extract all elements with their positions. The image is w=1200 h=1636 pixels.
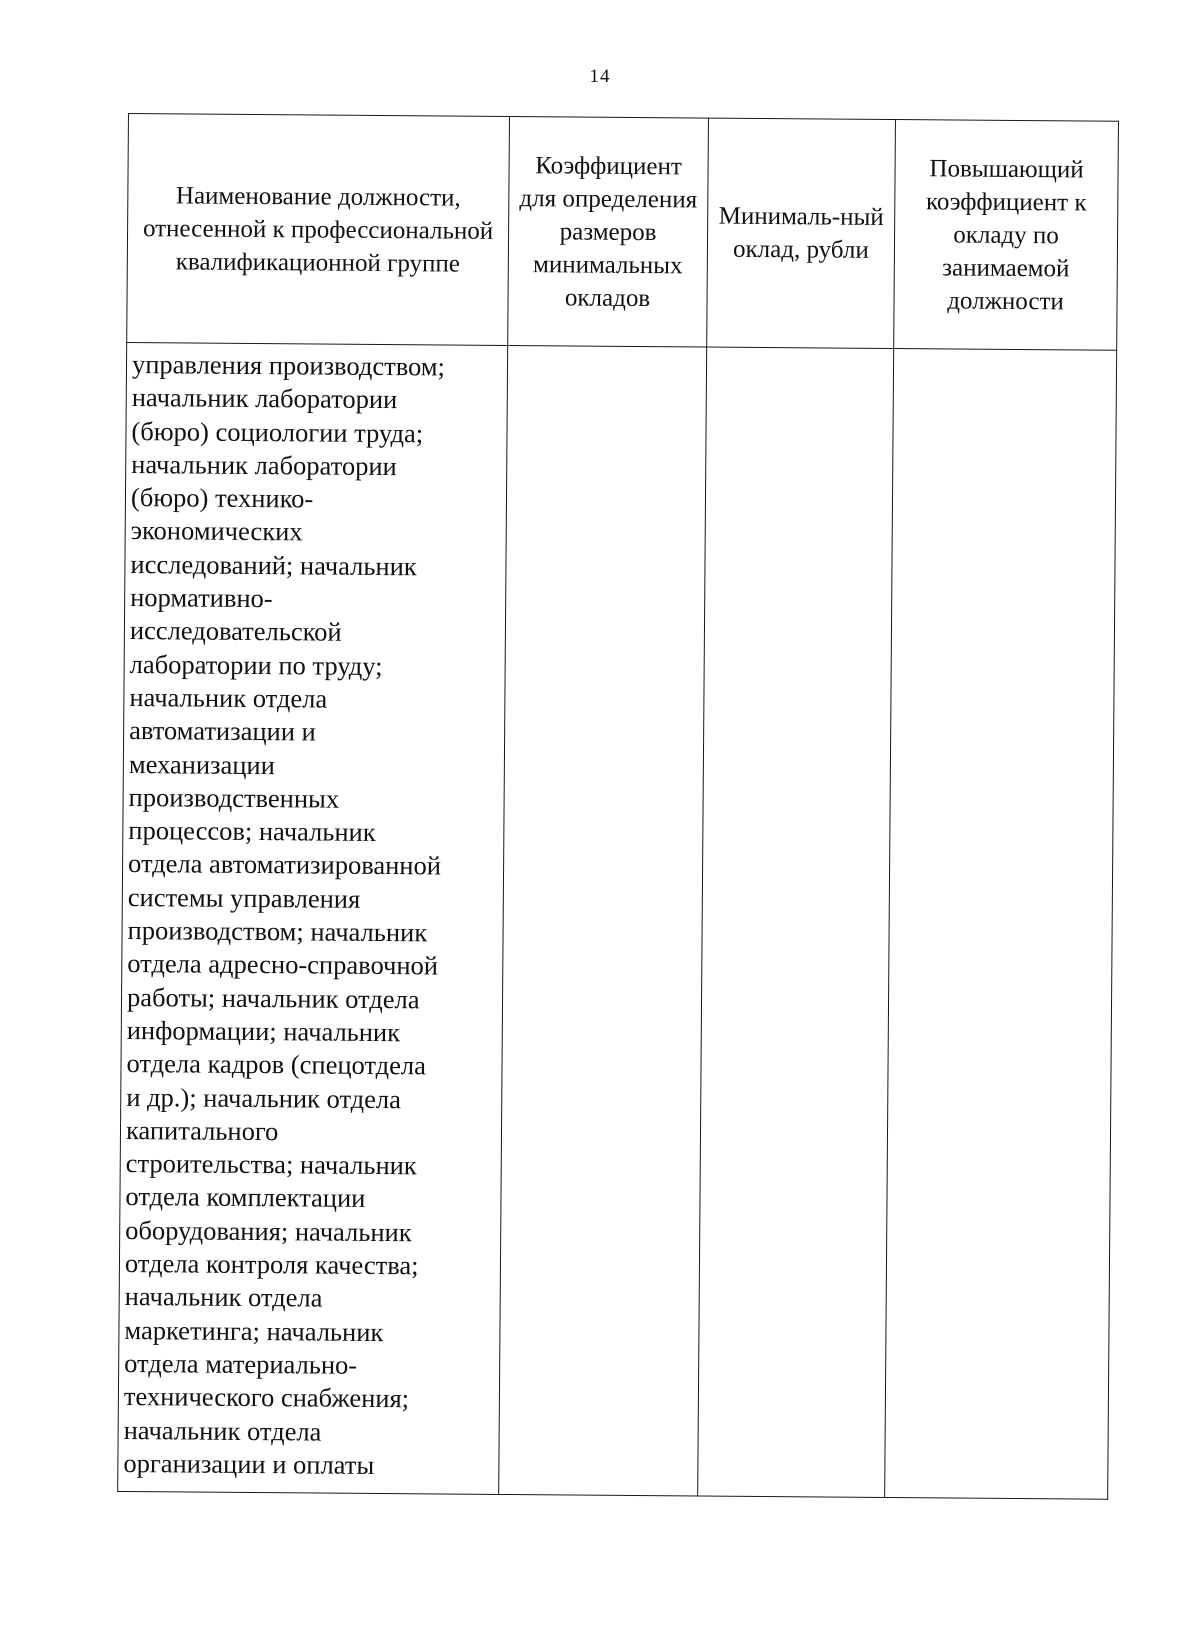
table-row bbox=[118, 342, 1117, 1499]
position-name-text: управления производством; начальник лаборатории (бюро) социологии труда; начальник лаборатории (бюро) технико- экономических исследований; начальник нормативно- исследовательской лаборатории по труду; начальник отдела автоматизации и механизации производственных процессов; начальник отдела автоматизированной системы управления производством; начальник отдела адресно-справочной работы; начальник отдела информации; начальник отдела кадров (спецотдела и др.); начальник отдела капитального строительства; начальник отдела комплектации оборудования; начальник отдела контроля качества; начальник отдела маркетинга; начальник отдела материально- технического снабжения; начальник отдела организации и оплаты bbox=[123, 349, 446, 1480]
header-coefficient: Коэффициент для определения размеров минимальных окладов bbox=[508, 116, 709, 347]
header-increase-coefficient: Повышающий коэффициент к окладу по занимаемой должности bbox=[894, 120, 1119, 351]
cell-coefficient bbox=[499, 345, 707, 1496]
cell-min-salary bbox=[698, 347, 894, 1497]
cell-increase-coefficient bbox=[885, 349, 1117, 1500]
salary-table bbox=[117, 113, 1119, 1500]
table-header-row bbox=[127, 114, 1119, 351]
page-number: 14 bbox=[589, 66, 611, 87]
cell-position-name bbox=[118, 342, 508, 1494]
header-position-name: Наименование должности, отнесенной к профессиональной квалификационной группе bbox=[127, 114, 510, 346]
header-min-salary: Минималь-ный оклад, рубли bbox=[707, 118, 896, 348]
